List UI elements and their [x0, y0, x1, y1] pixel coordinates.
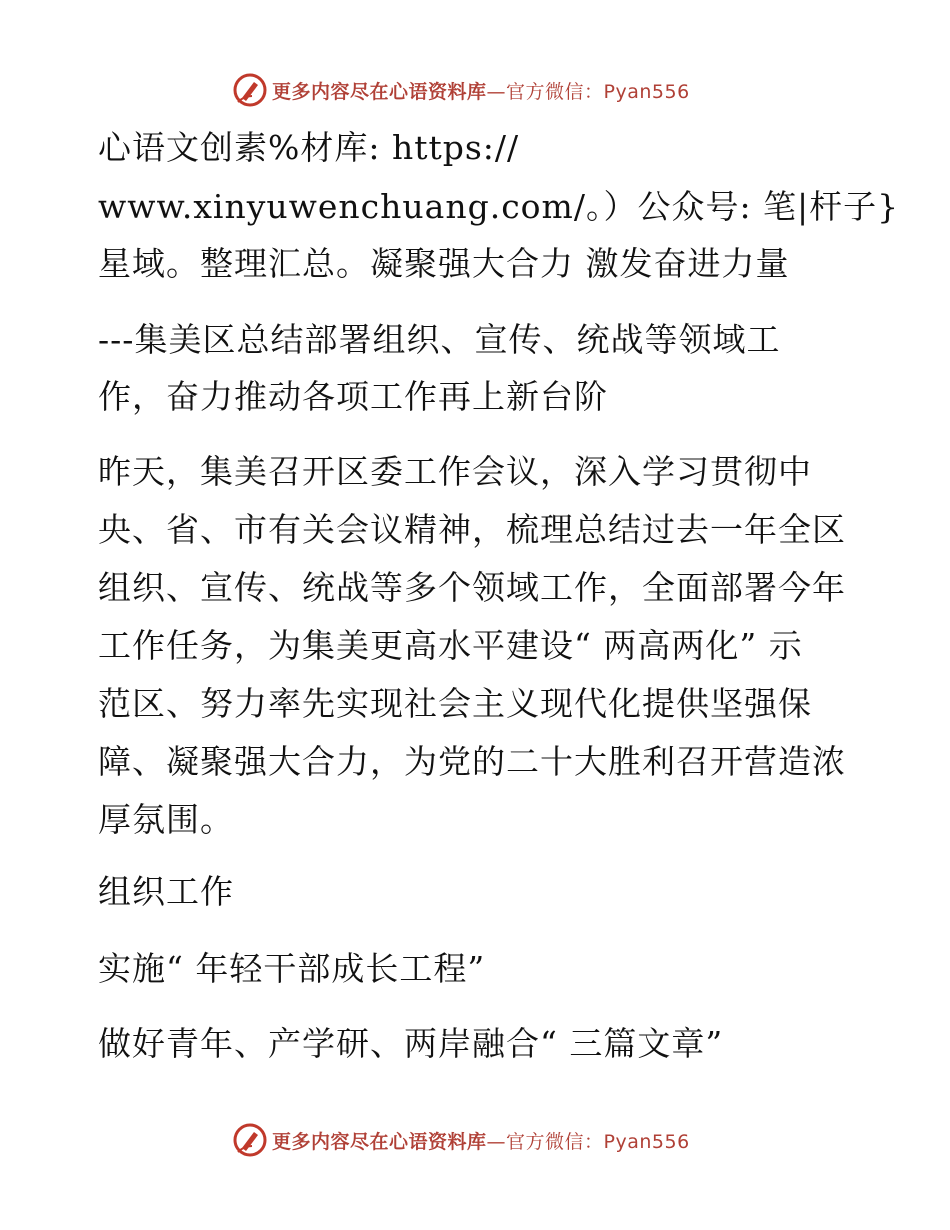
pen-logo-icon: [232, 1122, 268, 1158]
item-line: 实施“ 年轻干部成长工程”: [98, 949, 486, 988]
paragraph-line: 央、省、市有关会议精神，梳理总结过去一年全区: [98, 510, 846, 549]
text-line: 心语文创素%材库: https://: [98, 128, 520, 167]
paragraph-line: 工作任务，为集美更高水平建设“ 两高两化” 示: [98, 626, 803, 665]
item-line: 做好青年、产学研、两岸融合“ 三篇文章”: [98, 1024, 724, 1063]
banner-text: 更多内容尽在心语资料库—官方微信：Pyan556: [272, 80, 690, 103]
text-line: www.xinyuwenchuang.com/。）公众号: 笔|杆子}: [98, 187, 900, 226]
header-watermark-banner: [232, 70, 752, 110]
banner-text: 更多内容尽在心语资料库—官方微信：Pyan556: [272, 1130, 690, 1153]
subtitle-line: 作，奋力推动各项工作再上新台阶: [98, 377, 608, 416]
paragraph-line: 范区、努力率先实现社会主义现代化提供坚强保: [98, 684, 812, 723]
subtitle-line: ---集美区总结部署组织、宣传、统战等领域工: [98, 320, 781, 359]
footer-watermark-banner: [232, 1120, 752, 1160]
paragraph-line: 组织、宣传、统战等多个领域工作，全面部署今年: [98, 568, 846, 607]
text-line: 星域。整理汇总。凝聚强大合力 激发奋进力量: [98, 244, 790, 283]
paragraph-line: 昨天，集美召开区委工作会议，深入学习贯彻中: [98, 452, 812, 491]
section-heading: 组织工作: [98, 872, 234, 911]
paragraph-line: 厚氛围。: [98, 800, 234, 839]
pen-logo-icon: [232, 72, 268, 108]
paragraph-line: 障、凝聚强大合力，为党的二十大胜利召开营造浓: [98, 742, 846, 781]
